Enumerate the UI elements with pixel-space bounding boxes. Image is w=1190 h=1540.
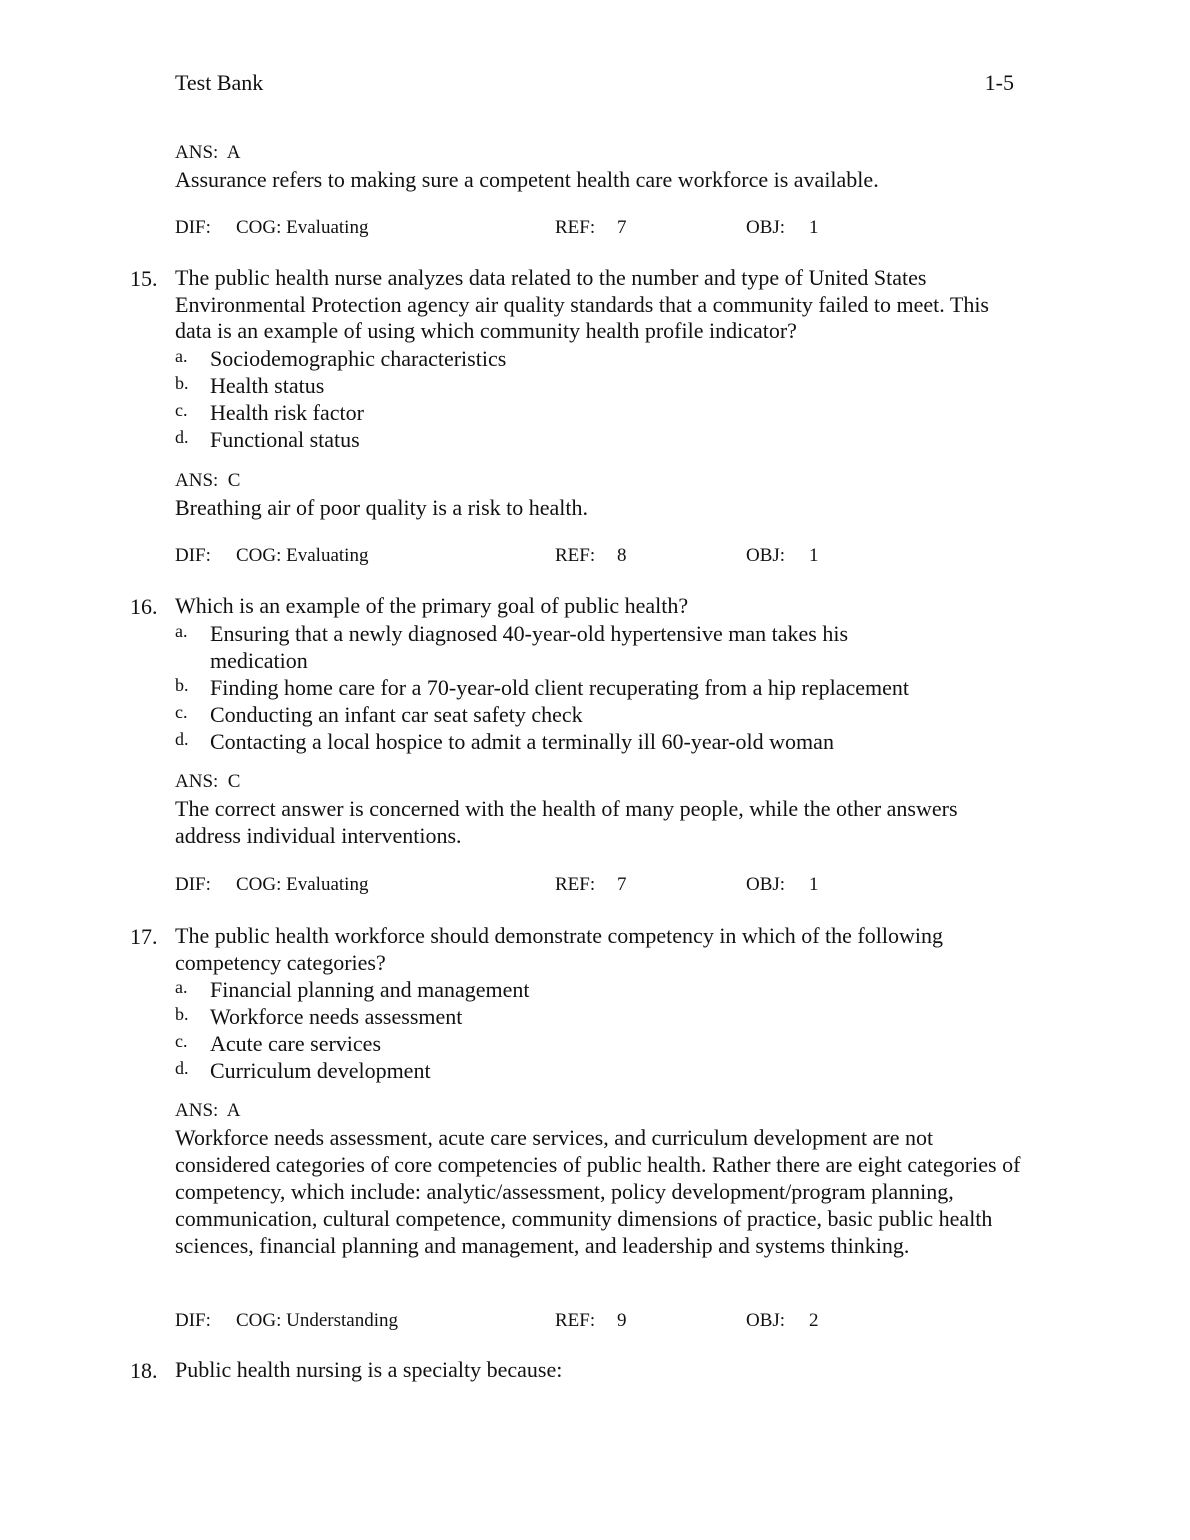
choice-letter: d. (175, 426, 189, 447)
choice-text: Workforce needs assessment (210, 1004, 463, 1029)
q14-meta-row (175, 215, 1025, 241)
choice-letter: b. (175, 372, 189, 393)
answer-value: C (227, 771, 241, 792)
choice-text: Functional status (210, 426, 360, 452)
obj-value: 1 (809, 217, 819, 238)
choice-list (175, 976, 1025, 1084)
q16-meta-row (175, 872, 1025, 898)
choice-text: Acute care services (210, 1031, 382, 1056)
choice-text: Sociodemographic characteristics (210, 345, 507, 371)
q16-answer-block (175, 769, 1025, 849)
choice-b (175, 372, 1025, 399)
choice-text: Financial planning and management (210, 977, 530, 1002)
question-stem: Public health nursing is a specialty because: (175, 1357, 563, 1382)
question-stem: Which is an example of the primary goal of public health? (175, 593, 689, 618)
choice-letter: a. (175, 620, 188, 641)
choice-text: Ensuring that a newly diagnosed 40-year-old hypertensive man takes his medication (210, 620, 848, 673)
q17-answer-block (175, 1098, 1025, 1259)
choice-d (175, 426, 1025, 453)
answer-line (175, 1098, 1025, 1124)
choice-letter: c. (175, 1031, 188, 1051)
obj-label: OBJ: (746, 217, 786, 238)
choice-c (175, 701, 1025, 728)
answer-label: ANS: (175, 470, 219, 491)
choice-b (175, 1003, 1025, 1030)
answer-line (175, 769, 1025, 795)
dif-label: DIF: (175, 545, 211, 566)
q14-answer-block (175, 140, 1025, 193)
obj-label: OBJ: (746, 874, 786, 895)
choice-b (175, 674, 1025, 701)
dif-label: DIF: (175, 1310, 211, 1331)
answer-rationale: Assurance refers to making sure a competent health care workforce is available. (175, 167, 879, 192)
answer-label: ANS: (175, 1100, 219, 1121)
q15-answer-block (175, 468, 1025, 521)
choice-letter: a. (175, 977, 188, 997)
answer-label: ANS: (175, 771, 219, 792)
ref-label: REF: (555, 545, 596, 566)
ref-value: 7 (617, 874, 627, 895)
choice-list (175, 620, 1025, 755)
answer-rationale: The correct answer is concerned with the health of many people, while the other answers address individual interventions. (175, 796, 958, 848)
choice-letter: d. (175, 1058, 189, 1078)
choice-c (175, 1030, 1025, 1057)
choice-text: Contacting a local hospice to admit a terminally ill 60-year-old woman (210, 728, 834, 754)
ref-label: REF: (555, 874, 596, 895)
ref-value: 7 (617, 217, 627, 238)
answer-rationale: Workforce needs assessment, acute care services, and curriculum development are not considered categories of core competencies of public health. Rather there are eight categories of competency, which include: analytic/assessment, policy development/program planning, communication, cultural competence, community dimensions of practice, basic public health sciences, financial planning and management, and leadership and systems thinking. (175, 1125, 1021, 1258)
choice-a (175, 620, 900, 674)
cog-level: COG: Evaluating (236, 874, 369, 895)
dif-label: DIF: (175, 217, 211, 238)
choice-text: Finding home care for a 70-year-old client recuperating from a hip replacement (210, 674, 909, 700)
ref-label: REF: (555, 1310, 596, 1331)
obj-value: 1 (809, 874, 819, 895)
choice-a (175, 976, 1025, 1003)
question-number: 15. (130, 266, 158, 291)
answer-value: C (227, 470, 241, 491)
obj-value: 1 (809, 545, 819, 566)
choice-letter: c. (175, 701, 188, 722)
choice-letter: c. (175, 399, 188, 420)
q15-meta-row (175, 543, 1025, 569)
dif-label: DIF: (175, 874, 211, 895)
answer-label: ANS: (175, 142, 219, 163)
choice-letter: d. (175, 728, 189, 749)
choice-d (175, 1057, 1025, 1084)
choice-d (175, 728, 1025, 755)
answer-line (175, 140, 1025, 166)
choice-a (175, 345, 1025, 372)
question-17 (130, 923, 1025, 1084)
choice-text: Conducting an infant car seat safety check (210, 701, 583, 727)
header-title: Test Bank (175, 70, 264, 95)
question-number: 17. (130, 924, 158, 949)
question-15 (130, 265, 1025, 453)
answer-line (175, 468, 1025, 494)
question-number: 16. (130, 594, 158, 619)
q17-meta-row (175, 1308, 1025, 1334)
choice-letter: a. (175, 345, 188, 366)
choice-text: Health status (210, 372, 325, 398)
cog-level: COG: Evaluating (236, 217, 369, 238)
cog-level: COG: Evaluating (236, 545, 369, 566)
obj-label: OBJ: (746, 1310, 786, 1331)
choice-text: Health risk factor (210, 399, 364, 425)
question-stem: The public health nurse analyzes data related to the number and type of United States Environmental Protection agency air quality standards that a community failed to meet. This data is an example of using which community health profile indicator? (175, 265, 989, 343)
obj-label: OBJ: (746, 545, 786, 566)
question-18 (130, 1357, 1025, 1384)
obj-value: 2 (809, 1310, 819, 1331)
choice-letter: b. (175, 1004, 189, 1024)
ref-value: 9 (617, 1310, 627, 1331)
cog-level: COG: Understanding (236, 1310, 399, 1331)
answer-value: A (226, 1100, 241, 1121)
choice-c (175, 399, 1025, 426)
question-number: 18. (130, 1358, 158, 1383)
ref-label: REF: (555, 217, 596, 238)
header-page-number: 1-5 (984, 70, 1014, 95)
choice-letter: b. (175, 674, 189, 695)
choice-list (175, 345, 1025, 453)
question-16 (130, 593, 1025, 755)
ref-value: 8 (617, 545, 627, 566)
question-stem: The public health workforce should demonstrate competency in which of the following competency categories? (175, 923, 943, 975)
answer-rationale: Breathing air of poor quality is a risk to health. (175, 495, 589, 520)
answer-value: A (226, 142, 241, 163)
choice-text: Curriculum development (210, 1058, 431, 1083)
